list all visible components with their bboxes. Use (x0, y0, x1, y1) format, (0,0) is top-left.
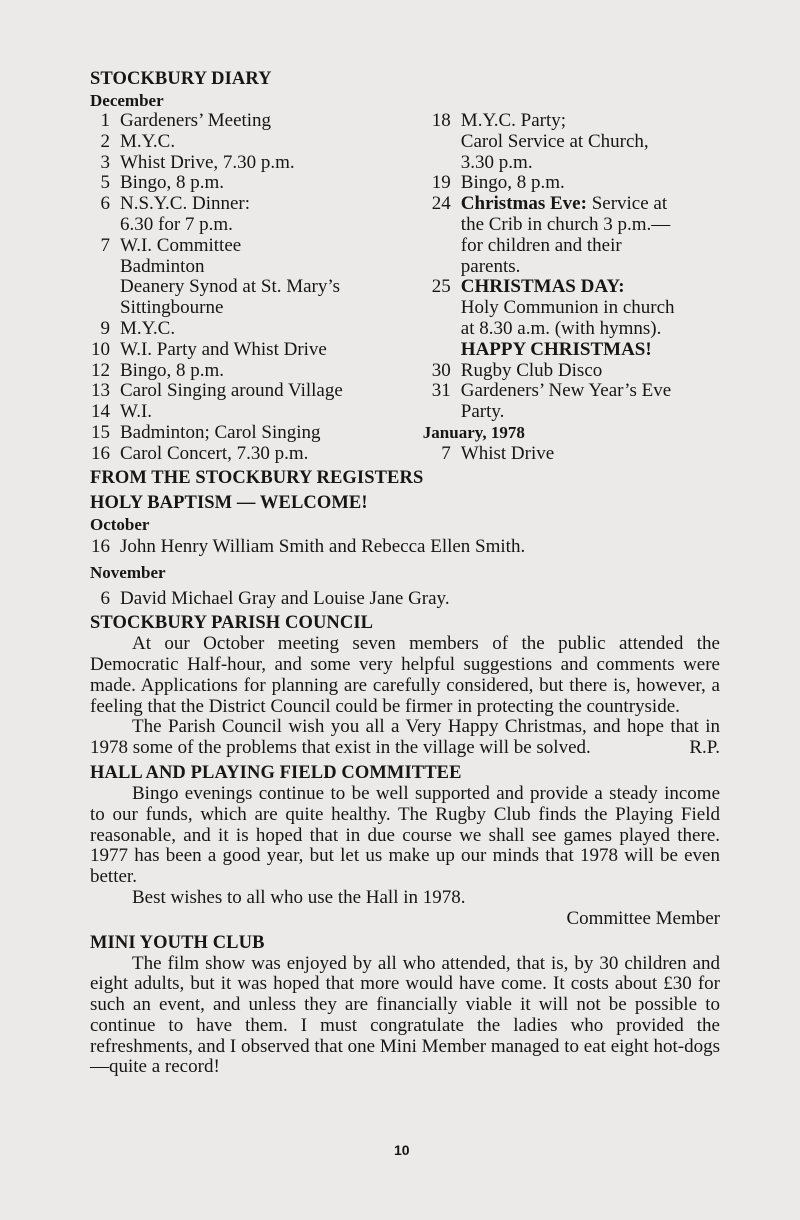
diary-event: Carol Singing around Village (120, 380, 343, 402)
diary-event: Carol Service at Church, (460, 130, 649, 152)
diary-event: Bingo, 8 p.m. (120, 359, 224, 381)
hall-paragraph: Bingo evenings continue to be well supported and provide a steady income to our funds, which are quite healthy. The Rugby Club finds the Playing Field reasonable, and it is hoped that in due course we shall see games played there. 1977 has been a good year, but let us make up our minds that 1978 will be even better. (90, 782, 720, 888)
happy-christmas: HAPPY CHRISTMAS! (460, 338, 652, 360)
register-names: David Michael Gray and Louise Jane Gray. (120, 588, 450, 610)
diary-title: STOCKBURY DIARY (90, 69, 272, 89)
diary-entry (90, 132, 413, 153)
diary-day: 10 (91, 338, 110, 360)
diary-entry (90, 153, 413, 174)
diary-event: Badminton; Carol Singing (120, 421, 321, 443)
diary-day: 16 (91, 442, 110, 464)
diary-day: 13 (91, 380, 110, 402)
diary-entry (423, 361, 720, 382)
diary-entry (90, 444, 413, 465)
diary-event: Party. (460, 401, 505, 423)
diary-entry (90, 340, 413, 361)
hall-title: HALL AND PLAYING FIELD COMMITTEE (90, 762, 462, 783)
diary-entry (90, 402, 413, 423)
diary-entry (90, 361, 413, 382)
diary-day: 7 (100, 234, 110, 256)
diary-day: 31 (431, 380, 451, 402)
diary-entry (423, 277, 720, 360)
diary-entry (90, 236, 413, 319)
diary-event: the Crib in church 3 p.m.— (460, 213, 671, 235)
diary-entry (90, 111, 413, 132)
registers-title: FROM THE STOCKBURY REGISTERS (90, 467, 424, 488)
diary-event: Bingo, 8 p.m. (460, 172, 565, 194)
december-heading: December (90, 91, 164, 110)
diary-event: Service at (586, 193, 668, 215)
diary-day: 3 (100, 151, 110, 173)
diary-day: 7 (441, 442, 451, 464)
diary-day: 12 (91, 359, 110, 381)
diary-event: for children and their (460, 234, 622, 256)
diary-event: W.I. Committee (120, 234, 242, 256)
diary-event: 6.30 for 7 p.m. (120, 213, 233, 235)
christmas-eve-label: Christmas Eve: (460, 193, 587, 215)
diary-event: Gardeners’ Meeting (120, 110, 272, 131)
diary-day: 25 (431, 276, 451, 298)
register-day: 16 (91, 535, 110, 557)
diary-entry (90, 194, 413, 236)
diary-event: M.Y.C. (120, 130, 176, 152)
diary-entry (423, 444, 720, 465)
register-entry (90, 537, 720, 558)
diary-day: 1 (100, 110, 110, 131)
diary-event: Bingo, 8 p.m. (120, 172, 224, 194)
diary-day: 5 (100, 172, 110, 194)
youth-club-paragraph: The film show was enjoyed by all who attended, that is, by 30 children and eight adults, but it was hoped that more would have come. It costs about £30 for such an event, and unless they are financially viable it will not be possible to continue to have them. I must congratulate the ladies who provided the refreshments, and I observed that one Mini Member managed to eat eight hot-dogs—quite a record! (90, 952, 720, 1078)
diary-day: 9 (100, 317, 110, 339)
diary-event: Rugby Club Disco (460, 359, 603, 381)
diary-entry (423, 111, 720, 173)
diary-event: Badminton (120, 255, 205, 277)
article-body (90, 64, 720, 1078)
diary-day: 30 (431, 359, 451, 381)
parish-council-paragraph: The Parish Council wish you all a Very Happy Christmas, and hope that in 1978 some of the problems that exist in the village will be solved. (90, 716, 720, 759)
october-heading: October (90, 514, 150, 534)
diary-event: Whist Drive (460, 442, 555, 464)
diary-columns (90, 111, 720, 465)
diary-day: 14 (91, 401, 110, 423)
diary-event: at 8.30 a.m. (with hymns). (460, 317, 662, 339)
diary-event: Carol Concert, 7.30 p.m. (120, 442, 309, 464)
diary-entry (423, 194, 720, 277)
diary-entry (90, 423, 413, 444)
diary-event: Whist Drive, 7.30 p.m. (120, 151, 295, 173)
hall-signature: Committee Member (566, 907, 720, 929)
diary-entry (423, 381, 720, 423)
hall-paragraph: Best wishes to all who use the Hall in 1978. (132, 886, 466, 908)
diary-event: W.I. (120, 401, 153, 423)
diary-entry (90, 381, 413, 402)
diary-event: 3.30 p.m. (460, 151, 533, 173)
diary-day: 2 (100, 130, 110, 152)
page-number: 10 (394, 1142, 410, 1158)
diary-day: 19 (431, 172, 451, 194)
diary-day: 15 (91, 421, 110, 443)
register-entry (90, 589, 720, 610)
diary-day: 18 (431, 110, 451, 131)
diary-event: Gardeners’ New Year’s Eve (460, 380, 672, 402)
november-heading: November (90, 563, 166, 583)
diary-right-column (423, 111, 720, 465)
diary-entry (90, 173, 413, 194)
diary-event: Deanery Synod at St. Mary’s (120, 276, 341, 298)
youth-club-title: MINI YOUTH CLUB (90, 932, 265, 953)
diary-left-column (90, 111, 413, 465)
register-day: 6 (100, 588, 110, 610)
diary-event: M.Y.C. (120, 317, 176, 339)
register-names: John Henry William Smith and Rebecca Ellen Smith. (120, 535, 526, 557)
baptism-title: HOLY BAPTISM — WELCOME! (90, 492, 368, 513)
diary-day: 24 (431, 193, 451, 215)
diary-event: Holy Communion in church (460, 297, 675, 319)
parish-council-paragraph: At our October meeting seven members of the public attended the Democratic Half-hour, and some very helpful suggestions and comments were made. Applications for planning are carefully considered, but there is, however, a feeling that the District Council could be firmer in protecting the countryside. (90, 633, 720, 717)
christmas-day-label: CHRISTMAS DAY: (460, 276, 625, 298)
diary-entry (423, 173, 720, 194)
diary-day: 6 (100, 193, 110, 215)
parish-council-signature: R.P. (689, 737, 720, 759)
diary-event: N.S.Y.C. Dinner: (120, 193, 251, 215)
diary-event: parents. (460, 255, 521, 277)
diary-event: W.I. Party and Whist Drive (120, 338, 327, 360)
diary-event: Sittingbourne (120, 297, 224, 319)
parish-council-title: STOCKBURY PARISH COUNCIL (90, 613, 374, 634)
january-heading: January, 1978 (422, 422, 525, 442)
diary-event: M.Y.C. Party; (460, 110, 567, 131)
diary-entry (90, 319, 413, 340)
